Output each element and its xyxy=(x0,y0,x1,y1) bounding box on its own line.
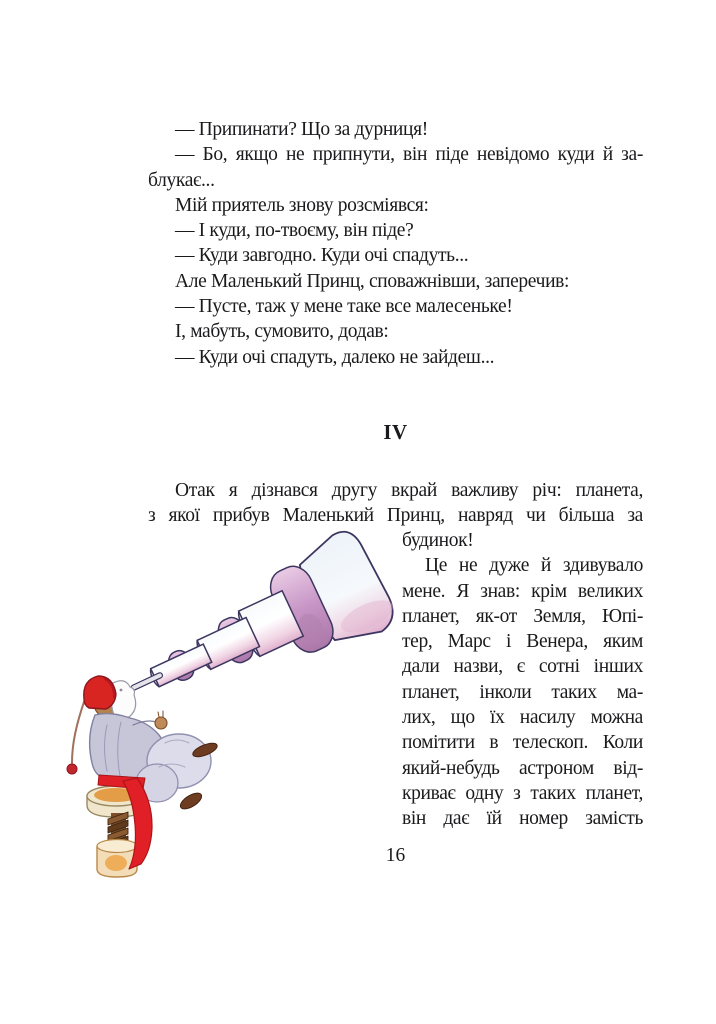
text-line: — Бо, якщо не припнути, він піде невідомо куди й за- xyxy=(175,144,643,166)
text-line: помітити в телескоп. Коли xyxy=(402,732,643,754)
text-line: він дає їй номер замість xyxy=(402,808,643,830)
text-line: — І куди, по-твоєму, він піде? xyxy=(175,220,414,242)
fez xyxy=(84,676,116,709)
wrapped-text-column xyxy=(402,528,643,832)
text-line: блукає... xyxy=(148,169,215,191)
text-line: — Куди очі спадуть, далеко не зайдеш... xyxy=(175,346,495,368)
slipper xyxy=(178,790,204,812)
text-line: планет, як-от Земля, Юпі- xyxy=(402,605,643,627)
text-line: дали назви, є сотні інших xyxy=(402,656,643,678)
telescope xyxy=(108,529,395,738)
chapter-heading: IV xyxy=(383,420,408,444)
text-line: Це не дуже й здивувало xyxy=(425,555,643,577)
text-line: — Куди завгодно. Куди очі спадуть... xyxy=(175,245,469,267)
text-line: — Пусте, таж у мене таке все малесеньке! xyxy=(175,296,513,318)
text-line: планет, інколи таких ма- xyxy=(402,681,643,703)
astronomer-telescope-illustration xyxy=(55,529,395,894)
hand xyxy=(155,717,167,729)
text-line: мене. Я знав: крім великих xyxy=(402,580,643,602)
dialogue-block xyxy=(148,117,643,370)
text-line: з якої прибув Маленький Принц, навряд чи більша за xyxy=(148,505,643,527)
text-line: Мій приятель знову розсміявся: xyxy=(175,194,429,216)
text-line: будинок! xyxy=(402,530,474,551)
text-line: лих, що їх насилу можна xyxy=(402,707,643,729)
text-line: Але Маленький Принц, споважнівши, заперечив: xyxy=(175,270,570,292)
fez-pompom xyxy=(67,764,77,774)
chapter-paragraph xyxy=(148,478,643,529)
text-line: який-небудь астроном від- xyxy=(402,757,643,779)
text-line: Отак я дізнався другу вкрай важливу річ: планета, xyxy=(175,480,643,501)
text-line: криває одну з таких планет, xyxy=(402,782,643,804)
text-line: тер, Марс і Венера, яким xyxy=(402,631,643,653)
page-number: 16 xyxy=(385,845,406,866)
fez-cord xyxy=(72,699,85,763)
text-line: І, мабуть, сумовито, додав: xyxy=(175,321,389,343)
text-line: — Припинати? Що за дурниця! xyxy=(175,119,428,140)
